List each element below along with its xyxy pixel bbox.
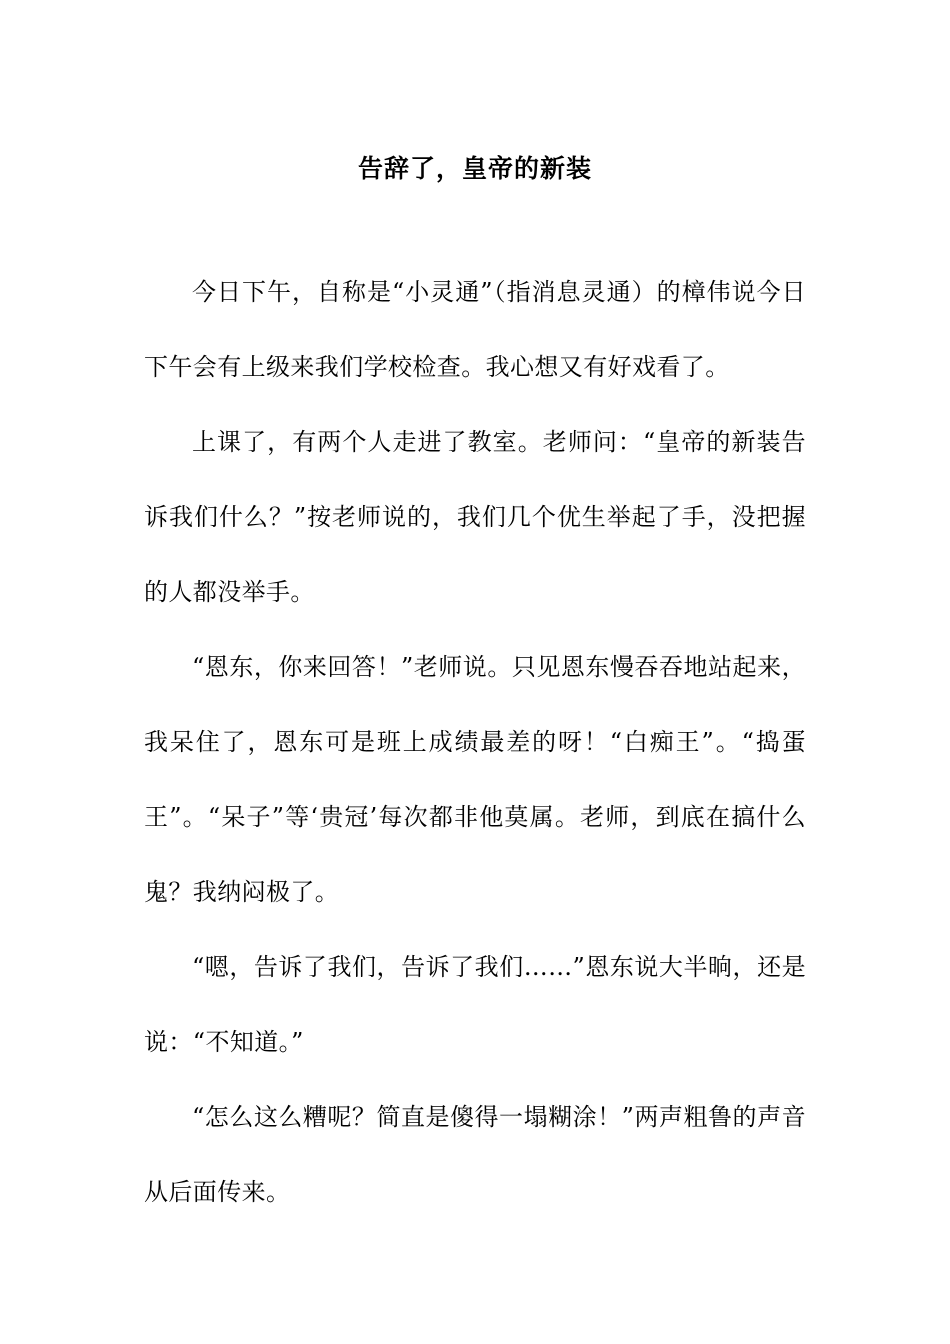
paragraph-1: 今日下午，自称是“小灵通”（指消息灵通）的樟伟说今日下午会有上级来我们学校检查。我心想又有好戏看了。 <box>144 278 806 381</box>
document-body <box>144 255 806 1230</box>
paragraph-2: 上课了，有两个人走进了教室。老师问：“皇帝的新装告诉我们什么？”按老师说的，我们几个优生举起了手，没把握的人都没举手。 <box>144 428 806 606</box>
paragraph-4: “嗯，告诉了我们，告诉了我们……”恩东说大半晌，还是说：“不知道。” <box>144 953 806 1056</box>
paragraph-5: “怎么这么糟呢？简直是傻得一塌糊涂！”两声粗鲁的声音从后面传来。 <box>144 1103 806 1206</box>
paragraph-3: “恩东，你来回答！”老师说。只见恩东慢吞吞地站起来，我呆住了，恩东可是班上成绩最差的呀！“白痴王”。“捣蛋王”。“呆子”等‘贵冠’每次都非他莫属。老师，到底在搞什么鬼？我纳闷极了。 <box>144 653 806 906</box>
document-title: 告辞了，皇帝的新装 <box>357 153 592 183</box>
